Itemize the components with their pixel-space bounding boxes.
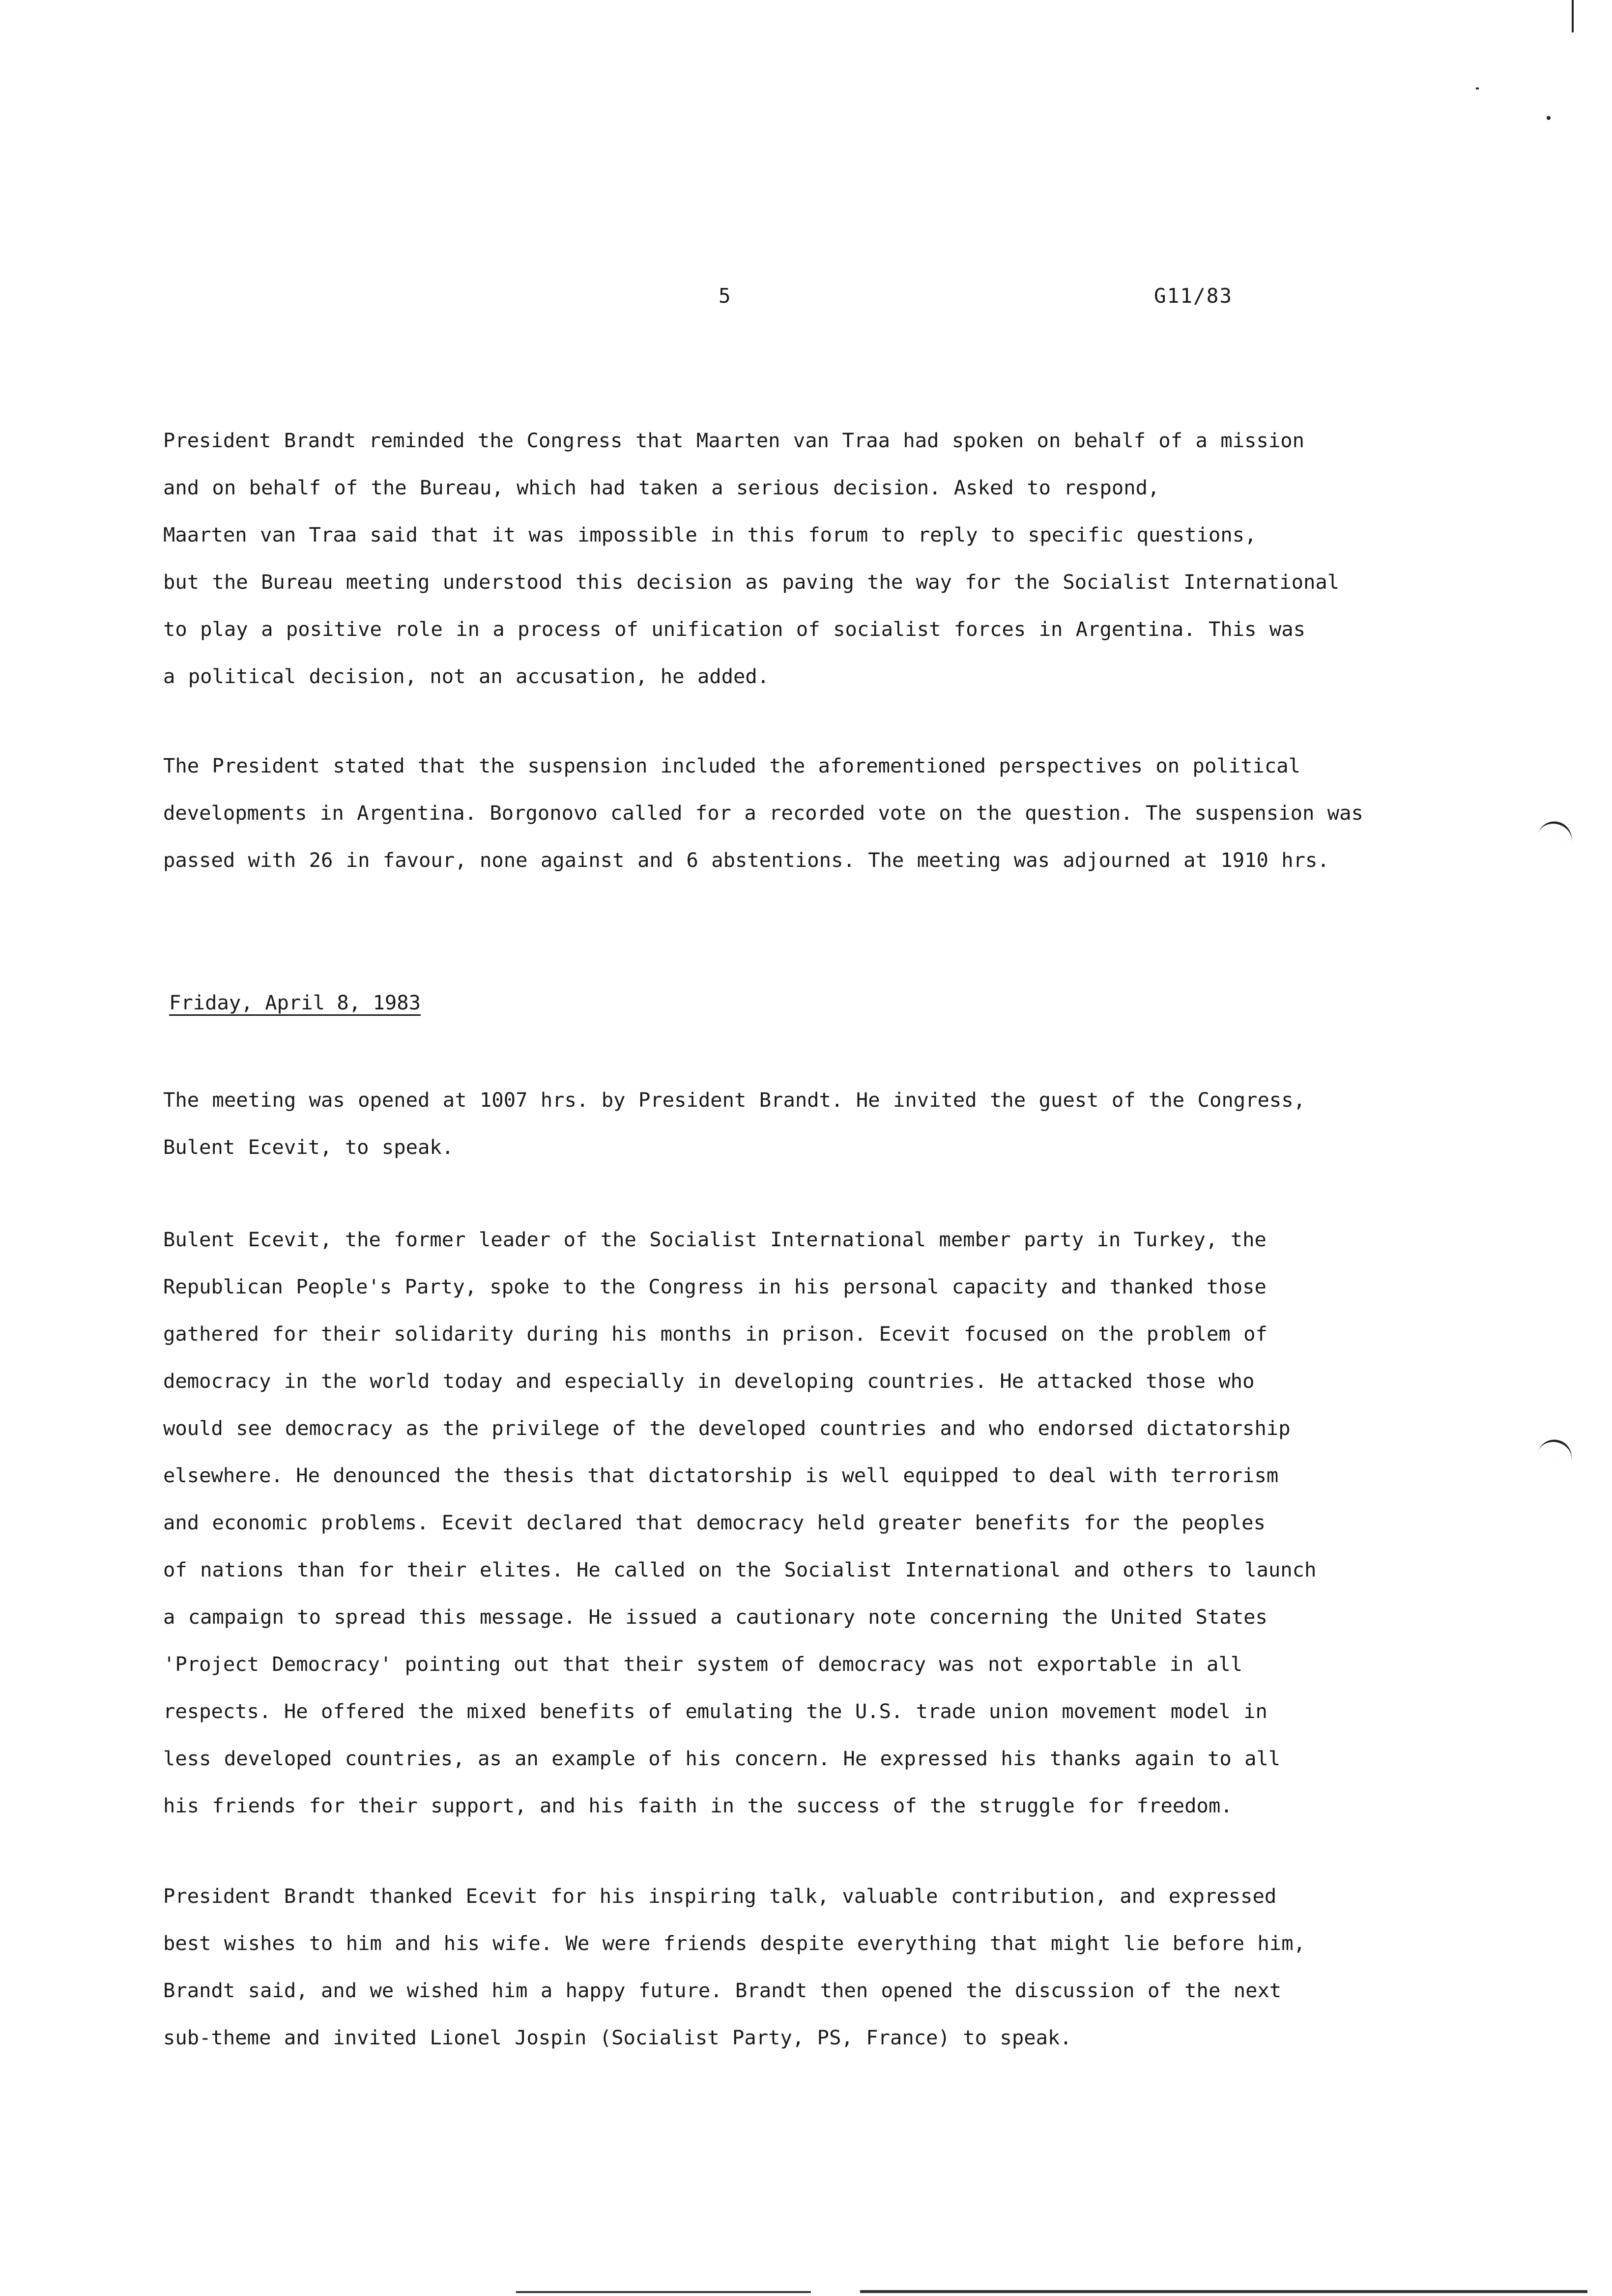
paragraph-meeting-opened: The meeting was opened at 1007 hrs. by President Brandt. He invited the guest of the Congress, Bulent Ecevit, to speak. [163,1088,1306,1159]
bottom-edge-line [860,2290,1587,2293]
date-heading: Friday, April 8, 1983 [169,991,421,1014]
scan-speck [1547,116,1551,120]
document-reference: G11/83 [1154,284,1233,308]
paragraph-suspension-vote: The President stated that the suspension included the aforementioned perspectives on political developments in Argentina. Borgonovo called for a recorded vote on the question. The suspension was passed with 26 in favour, none against and 6 abstentions. The meeting was adjourned at 1910 hrs. [163,754,1363,872]
scan-speck [1476,87,1479,89]
page-number: 5 [719,284,732,308]
bottom-edge-line [516,2291,811,2293]
paragraph-brandt-van-traa: President Brandt reminded the Congress that Maarten van Traa had spoken on behalf of a mission and on behalf of the Bureau, which had taken a serious decision. Asked to respond, Maarten van Traa said that it was impossible in this forum to reply to specific questions, but the Bureau meeting understood this decision as paving the way for the Socialist International to play a positive role in a process of unification of socialist forces in Argentina. This was a political decision, not an accusation, he added. [163,429,1340,688]
paragraph-ecevit-speech: Bulent Ecevit, the former leader of the Socialist International member party in Turkey, the Republican People's Party, spoke to the Congress in his personal capacity and thanked those gathered for their solidarity during his months in prison. Ecevit focused on the problem of democracy in the world today and especially in developing countries. He attacked those who would see democracy as the privilege of the developed countries and who endorsed dictatorship elsewhere. He denounced the thesis that dictatorship is well equipped to deal with terrorism and economic problems. Ecevit declared that democracy held greater benefits for the peoples of nations than for their elites. He called on the Socialist International and others to launch a campaign to spread this message. He issued a cautionary note concerning the United States 'Project Democracy' pointing out that their system of democracy was not exportable in all respects. He offered the mixed benefits of emulating the U.S. trade union movement model in less developed countries, as an example of his concern. He expressed his thanks again to all his friends for their support, and his faith in the success of the struggle for freedom. [163,1228,1317,1817]
paragraph-brandt-thanks: President Brandt thanked Ecevit for his inspiring talk, valuable contribution, and expressed best wishes to him and his wife. We were friends despite everything that might lie before him, Brandt said, and we wished him a happy future. Brandt then opened the discussion of the next sub-theme and invited Lionel Jospin (Socialist Party, PS, France) to speak. [163,1884,1306,2049]
scan-edge-mark [1572,0,1574,32]
